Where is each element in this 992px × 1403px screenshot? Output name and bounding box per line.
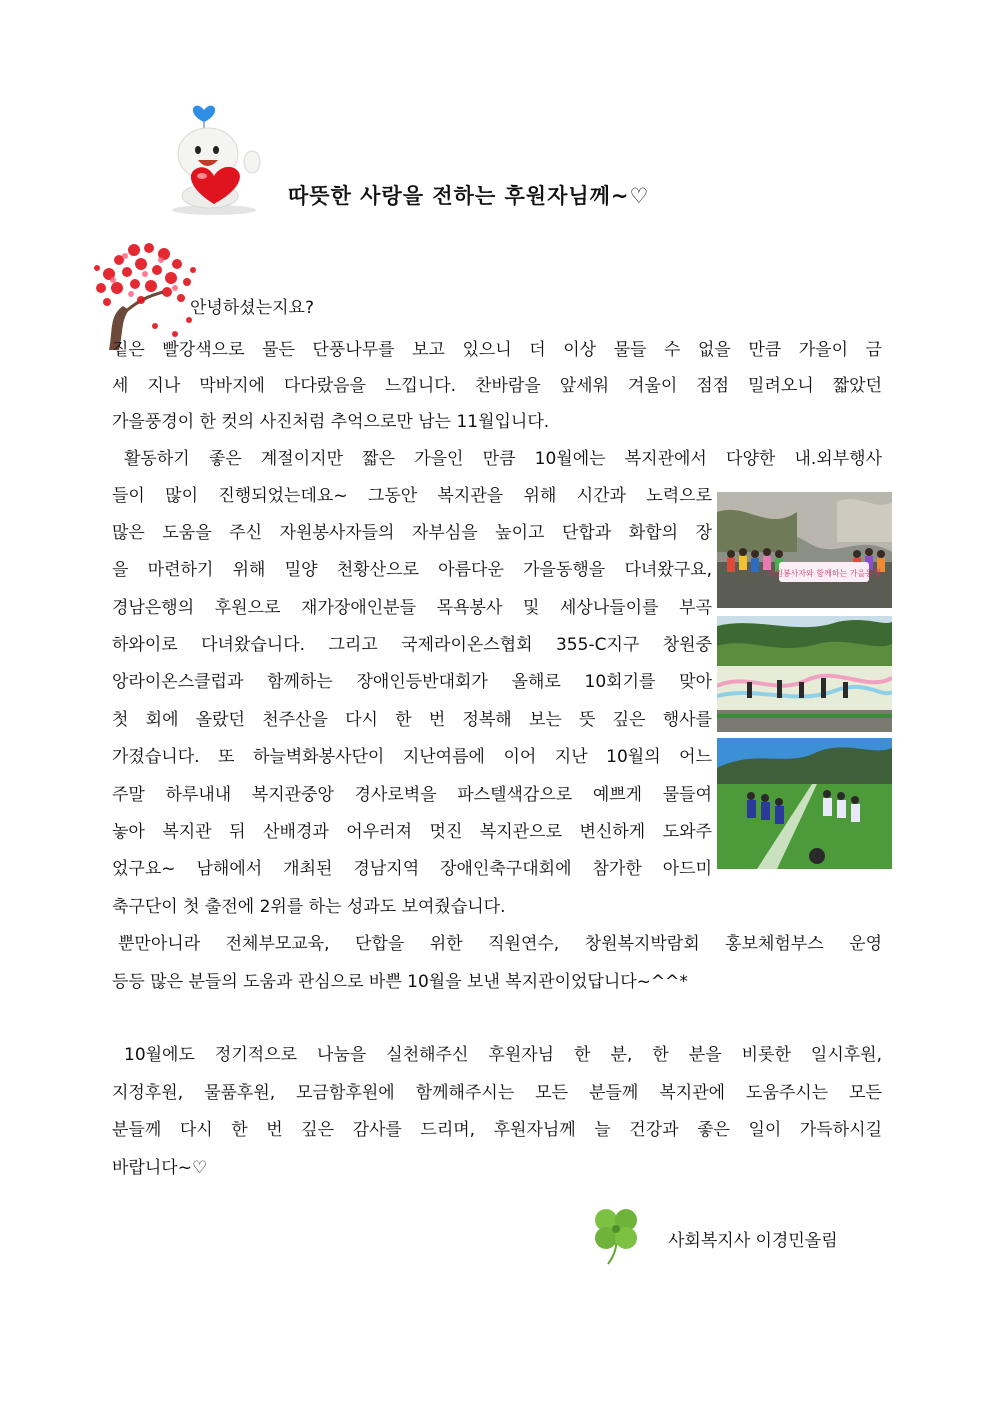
paragraph1-line: 짙은 빨강색으로 물든 단풍나무를 보고 있으니 더 이상 물들 수 없을 만큼 가을이 금: [112, 340, 882, 360]
paragraph4-closing: 바랍니다~: [112, 1158, 192, 1178]
paragraph4-line: 10월에도 정기적으로 나눔을 실천해주신 후원자님 한 분, 한 분을 비롯한 일시후원,: [124, 1045, 882, 1065]
paragraph2-line: 놓아 복지관 뒤 산배경과 어우러져 멋진 복지관으로 변신하게 도와주: [112, 822, 712, 842]
heart-icon: ♡: [191, 1158, 208, 1178]
paragraph2-line: 앙라이온스클럽과 함께하는 장애인등반대회가 올해로 10회기를 맞아: [112, 672, 712, 692]
paragraph4-line: [112, 1156, 882, 1180]
signature: 사회복지사 이경민올림: [668, 1231, 838, 1251]
heart-icon: ♡: [629, 184, 650, 208]
photo-mural-wall: [717, 616, 892, 732]
paragraph2-line: 축구단이 첫 출전에 2위를 하는 성과도 보여줬습니다.: [112, 897, 506, 917]
paragraph3-line: 등등 많은 분들의 도움과 관심으로 바쁜 10월을 보낸 복지관이었답니다~^^*: [112, 972, 688, 992]
paragraph2-line: 활동하기 좋은 계절이지만 짧은 가을인 만큼 10월에는 복지관에서 다양한 내.외부행사: [124, 449, 882, 469]
paragraph1-line: 세 지나 막바지에 다다랐음을 느낍니다. 찬바람을 앞세워 겨울이 점점 밀려오니 짧았던: [112, 376, 882, 396]
paragraph2-line: 하와이로 다녀왔습니다. 그리고 국제라이온스협회 355-C지구 창원중: [112, 635, 712, 655]
paragraph2-line: 가졌습니다. 또 하늘벽화봉사단이 지난여름에 이어 지난 10월의 어느: [112, 747, 712, 767]
greeting: 안녕하셨는지요?: [190, 298, 314, 318]
paragraph2-line: 었구요~ 남해에서 개최된 경남지역 장애인축구대회에 참가한 아드미: [112, 859, 712, 879]
clover-icon: [586, 1200, 644, 1266]
heart-tree-illustration: [79, 230, 204, 352]
paragraph1-line: 가을풍경이 한 컷의 사진처럼 추억으로만 남는 11월입니다.: [112, 412, 550, 432]
paragraph3-line: 뿐만아니라 전체부모교육, 단합을 위한 직원연수, 창원복지박람회 홍보체험부스 운영: [118, 934, 882, 954]
paragraph2-line: 많은 도움을 주신 자원봉사자들의 자부심을 높이고 단합과 화합의 장: [112, 523, 712, 543]
paragraph2-line: 들이 많이 진행되었는데요~ 그동안 복지관을 위해 시간과 노력으로: [112, 486, 712, 506]
page-title: [288, 180, 649, 210]
paragraph2-line: 첫 회에 올랐던 천주산을 다시 한 번 정복해 보는 뜻 깊은 행사를: [112, 710, 712, 730]
paragraph4-line: 지정후원, 물품후원, 모금함후원에 함께해주시는 모든 분들께 복지관에 도움주시는 모든: [112, 1083, 882, 1103]
paragraph2-line: 경남은행의 후원으로 재가장애인분들 목욕봉사 및 세상나들이를 부곡: [112, 598, 712, 618]
page-title-text: 따뜻한 사랑을 전하는 후원자님께~: [288, 184, 630, 208]
mascot-heart-illustration: [158, 92, 270, 217]
photo-soccer-team: [717, 738, 892, 869]
paragraph4-line: 분들께 다시 한 번 깊은 감사를 드리며, 후원자님께 늘 건강과 좋은 일이 가득하시길: [112, 1120, 882, 1140]
paragraph2-line: 주말 하루내내 복지관중앙 경사로벽을 파스텔색감으로 예쁘게 물들여: [112, 785, 712, 805]
banner-text: 자원봉사자와 함께하는 가을동행: [767, 569, 881, 578]
paragraph2-line: 을 마련하기 위해 밀양 천황산으로 아름다운 가을동행을 다녀왔구요,: [112, 560, 712, 580]
photo-volunteer-hike: [717, 492, 892, 608]
